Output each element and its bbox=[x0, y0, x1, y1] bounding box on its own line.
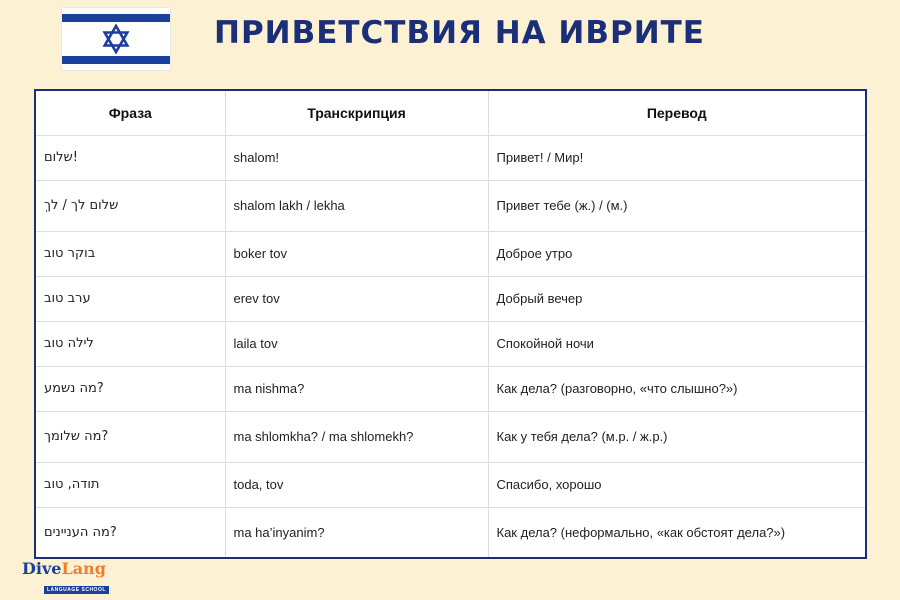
logo-subtitle: LANGUAGE SCHOOL bbox=[44, 586, 109, 594]
phrase-cell: ערב טוב bbox=[36, 276, 225, 321]
table-row bbox=[36, 462, 865, 507]
phrase-cell: בוקר טוב bbox=[36, 231, 225, 276]
transcription-cell: ma nishma? bbox=[225, 366, 488, 411]
translation-cell: Доброе утро bbox=[488, 231, 865, 276]
transcription-cell: laila tov bbox=[225, 321, 488, 366]
phrase-cell: מה העניינים? bbox=[36, 507, 225, 557]
column-header-translation: Перевод bbox=[488, 91, 865, 135]
translation-cell: Привет тебе (ж.) / (м.) bbox=[488, 180, 865, 231]
israel-flag-icon bbox=[62, 8, 170, 70]
transcription-cell: ma ha’inyanim? bbox=[225, 507, 488, 557]
phrase-cell: מה שלומך? bbox=[36, 411, 225, 462]
translation-cell: Спокойной ночи bbox=[488, 321, 865, 366]
transcription-cell: erev tov bbox=[225, 276, 488, 321]
phrase-cell: תודה, טוב bbox=[36, 462, 225, 507]
table-header-row bbox=[36, 91, 865, 135]
table-row bbox=[36, 366, 865, 411]
translation-cell: Как у тебя дела? (м.р. / ж.р.) bbox=[488, 411, 865, 462]
logo-word-lang: Lang bbox=[61, 559, 106, 578]
transcription-cell: boker tov bbox=[225, 231, 488, 276]
table-row bbox=[36, 411, 865, 462]
translation-cell: Добрый вечер bbox=[488, 276, 865, 321]
table-row bbox=[36, 135, 865, 180]
phrase-cell: שלום! bbox=[36, 135, 225, 180]
transcription-cell: shalom lakh / lekha bbox=[225, 180, 488, 231]
table-row bbox=[36, 231, 865, 276]
greetings-table bbox=[34, 89, 867, 559]
table-row bbox=[36, 180, 865, 231]
translation-cell: Как дела? (разговорно, «что слышно?») bbox=[488, 366, 865, 411]
column-header-transcription: Транскрипция bbox=[225, 91, 488, 135]
translation-cell: Как дела? (неформально, «как обстоят дела?») bbox=[488, 507, 865, 557]
column-header-phrase: Фраза bbox=[36, 91, 225, 135]
divelang-logo bbox=[22, 560, 118, 594]
table-row bbox=[36, 507, 865, 557]
table-row bbox=[36, 321, 865, 366]
table-row bbox=[36, 276, 865, 321]
logo-word-dive: Dive bbox=[22, 559, 62, 578]
page-title: ПРИВЕТСТВИЯ НА ИВРИТЕ bbox=[214, 15, 705, 51]
flag-stripe-top bbox=[62, 14, 170, 22]
transcription-cell: ma shlomkha? / ma shlomekh? bbox=[225, 411, 488, 462]
transcription-cell: toda, tov bbox=[225, 462, 488, 507]
phrase-cell: שלום לך / לךְ bbox=[36, 180, 225, 231]
translation-cell: Спасибо, хорошо bbox=[488, 462, 865, 507]
transcription-cell: shalom! bbox=[225, 135, 488, 180]
phrase-cell: מה נשמע? bbox=[36, 366, 225, 411]
star-of-david-icon bbox=[100, 23, 132, 55]
logo-wordmark bbox=[22, 560, 118, 578]
translation-cell: Привет! / Мир! bbox=[488, 135, 865, 180]
flag-stripe-bottom bbox=[62, 56, 170, 64]
phrase-cell: לילה טוב bbox=[36, 321, 225, 366]
